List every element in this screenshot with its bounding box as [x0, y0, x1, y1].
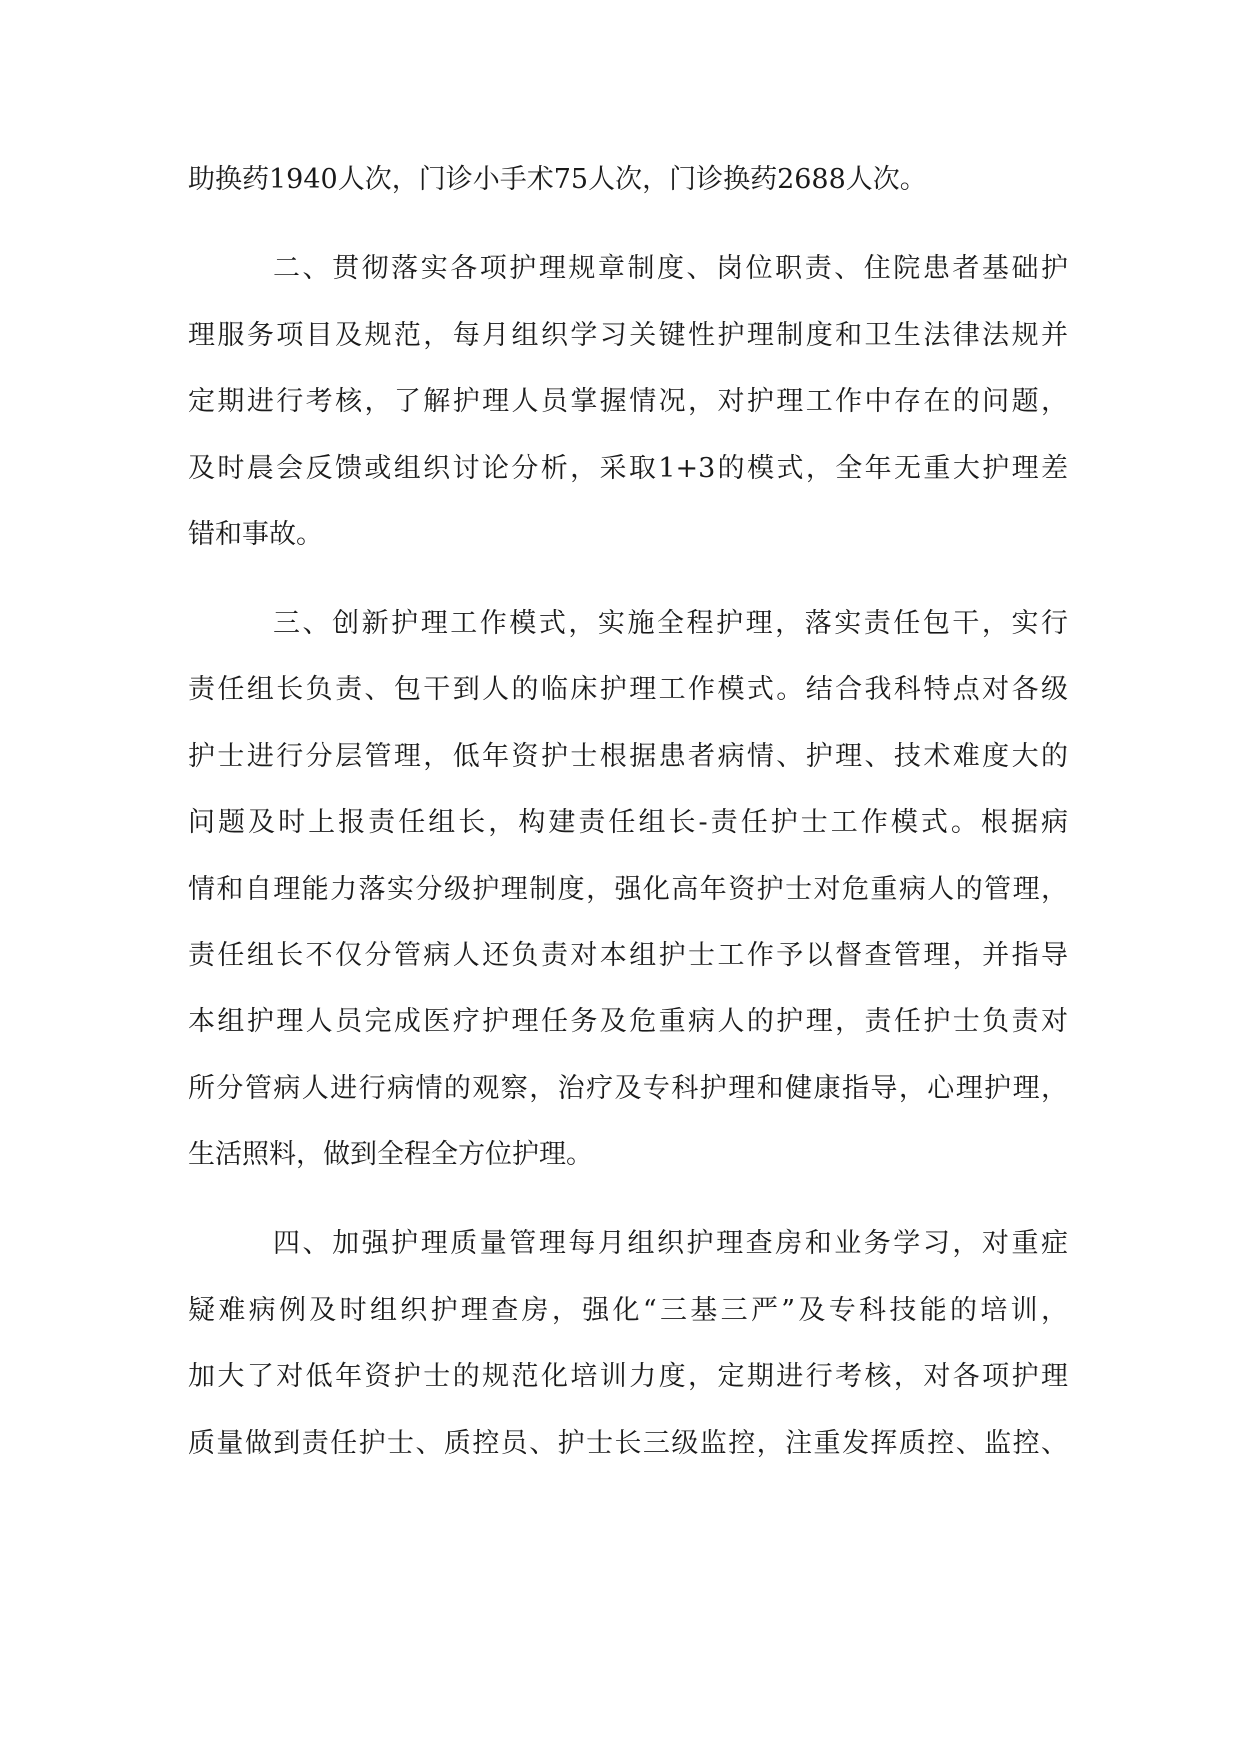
- paragraph-3-line-4: 问题及时上报责任组长，构建责任组长-责任护士工作模式。根据病: [188, 807, 1068, 838]
- paragraph-4-line-4: 质量做到责任护士、质控员、护士长三级监控，注重发挥质控、监控、: [188, 1428, 1068, 1459]
- paragraph-4-line-1: 四、加强护理质量管理每月组织护理查房和业务学习，对重症: [273, 1228, 1068, 1259]
- paragraph-2-line-4: 及时晨会反馈或组织讨论分析，采取1+3的模式，全年无重大护理差: [188, 453, 1068, 484]
- paragraph-2-line-5: 错和事故。: [188, 519, 323, 550]
- paragraph-3-line-8: 所分管病人进行病情的观察，治疗及专科护理和健康指导，心理护理，: [188, 1073, 1068, 1104]
- paragraph-2-line-1: 二、贯彻落实各项护理规章制度、岗位职责、住院患者基础护: [273, 253, 1068, 284]
- paragraph-3-line-7: 本组护理人员完成医疗护理任务及危重病人的护理，责任护士负责对: [188, 1006, 1068, 1037]
- paragraph-2-line-2: 理服务项目及规范，每月组织学习关键性护理制度和卫生法律法规并: [188, 320, 1068, 351]
- text-line-1: 助换药1940人次，门诊小手术75人次，门诊换药2688人次。: [188, 164, 927, 195]
- paragraph-3-line-9: 生活照料，做到全程全方位护理。: [188, 1139, 593, 1170]
- paragraph-3-line-1: 三、创新护理工作模式，实施全程护理，落实责任包干，实行: [273, 608, 1068, 639]
- paragraph-3-line-5: 情和自理能力落实分级护理制度，强化高年资护士对危重病人的管理，: [188, 874, 1068, 905]
- paragraph-3-line-2: 责任组长负责、包干到人的临床护理工作模式。结合我科特点对各级: [188, 674, 1068, 705]
- paragraph-4-line-3: 加大了对低年资护士的规范化培训力度，定期进行考核，对各项护理: [188, 1361, 1068, 1392]
- paragraph-4-line-2: 疑难病例及时组织护理查房，强化“三基三严”及专科技能的培训，: [188, 1295, 1068, 1326]
- paragraph-3-line-6: 责任组长不仅分管病人还负责对本组护士工作予以督查管理，并指导: [188, 940, 1068, 971]
- paragraph-2-line-3: 定期进行考核，了解护理人员掌握情况，对护理工作中存在的问题，: [188, 386, 1068, 417]
- paragraph-3-line-3: 护士进行分层管理，低年资护士根据患者病情、护理、技术难度大的: [188, 741, 1068, 772]
